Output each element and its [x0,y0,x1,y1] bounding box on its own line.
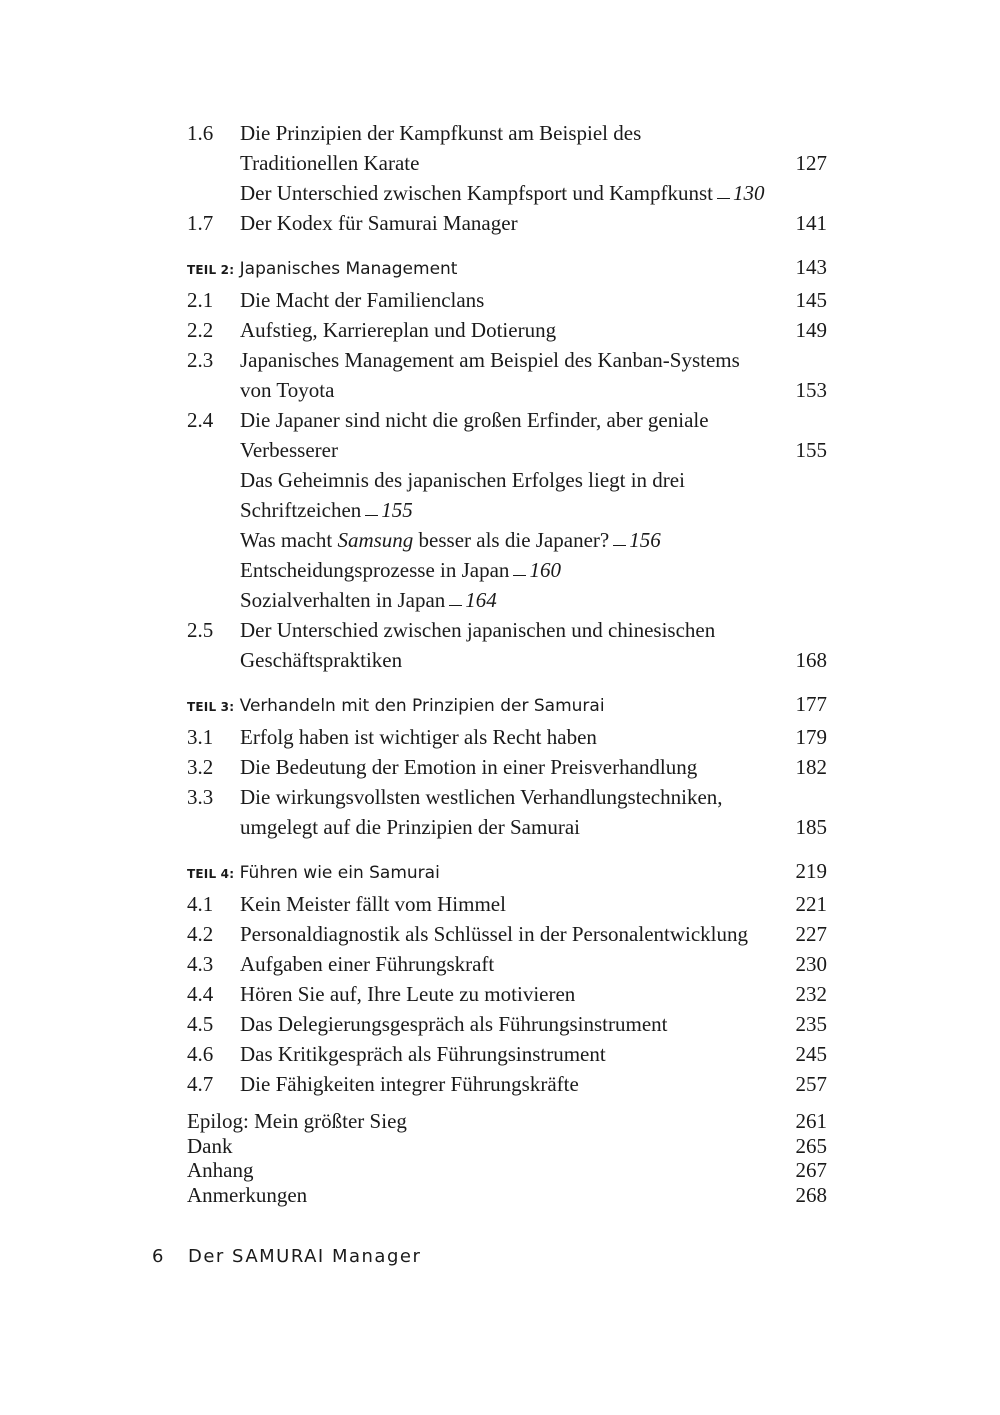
toc-page-number: 141 [795,211,827,235]
toc-page-number: 245 [795,1042,827,1066]
toc-entry [187,645,827,675]
toc-entry [187,435,827,465]
toc-subsection-entry [187,178,827,208]
toc-entry [187,208,827,238]
toc-entry-text: Der Unterschied zwischen japanischen und chinesischen [240,618,716,642]
part-label: TEIL 4: [187,867,235,881]
toc-back-matter-entry [187,1134,827,1159]
toc-chapter-number: 4.5 [187,1012,214,1036]
toc-entry-title [240,889,772,919]
toc-chapter-number: 2.2 [187,318,214,342]
toc-subsection-entry [187,525,827,555]
toc-entry [187,405,827,435]
toc-entry-title [240,555,772,585]
toc-chapter-number: 4.6 [187,1042,214,1066]
toc-entry-text: Der Kodex für Samurai Manager [240,211,518,235]
toc-entry [187,812,827,842]
toc-chapter-number: 2.4 [187,408,214,432]
toc-part-heading [187,856,827,889]
toc-chapter-number: 4.4 [187,982,214,1006]
toc-chapter-number: 1.6 [187,121,214,145]
toc-entry-text: Traditionellen Karate [240,151,420,175]
toc-entry-title: Anmerkungen [187,1182,308,1207]
toc-entry-text: umgelegt auf die Prinzipien der Samurai [240,815,580,839]
toc-page-number: 179 [795,725,827,749]
toc-page-number: 265 [795,1133,827,1158]
part-title-text: Verhandeln mit den Prinzipien der Samurai [239,696,605,716]
toc-entry-text: Was macht [240,528,338,552]
toc-entry-text: Verbesserer [240,438,338,462]
toc-entry-text: Hören Sie auf, Ihre Leute zu motivieren [240,982,576,1006]
toc-entry-text: Die Prinzipien der Kampfkunst am Beispiel des [240,121,642,145]
part-title [187,254,772,285]
toc-entry-title [240,585,772,615]
part-label: TEIL 3: [187,700,235,714]
toc-entry [187,949,827,979]
toc-subsection-entry [187,495,827,525]
toc-entry [187,752,827,782]
part-title-text: Japanisches Management [239,259,458,279]
toc-entry-emphasis: Samsung [337,528,414,552]
toc-entry-text: von Toyota [240,378,335,402]
toc-page-number: 219 [795,859,827,883]
toc-entry [187,375,827,405]
toc-entry-title [240,285,772,315]
part-title [187,858,772,889]
toc-entry-title [240,722,772,752]
toc-page-number: 232 [795,982,827,1006]
toc-entry-text: Das Geheimnis des japanischen Erfolges liegt in drei [240,468,685,492]
dash-leader [449,605,462,606]
toc-page-number: 261 [795,1109,827,1133]
toc-inline-page-ref: 155 [381,498,413,522]
toc-entry-title [240,782,772,812]
toc-back-matter-entry [187,1183,827,1208]
dash-leader [365,515,378,516]
toc-entry [187,889,827,919]
toc-entry-text: Das Delegierungsgespräch als Führungsinstrument [240,1012,668,1036]
toc-entry-title [240,645,772,675]
toc-entry-title [240,345,772,375]
toc-page-number: 168 [795,648,827,672]
toc-entry-title [240,1069,772,1099]
part-title-text: Führen wie ein Samurai [239,863,440,883]
toc-subsection-entry [187,585,827,615]
toc-page-number: 177 [795,692,827,716]
toc-inline-page-ref: 156 [629,528,661,552]
toc-entry-title [240,465,772,495]
toc-page-number: 143 [795,255,827,279]
running-title: Der SAMURAI Manager [188,1246,422,1267]
toc-inline-page-ref: 130 [732,181,765,205]
toc-page-number: 155 [795,438,827,462]
toc-entry-text: Die wirkungsvollsten westlichen Verhandlungstechniken, [240,785,723,809]
toc-entry-title [240,435,772,465]
toc-page-number: 235 [795,1012,827,1036]
toc-entry [187,615,827,645]
toc-entry-title [240,919,772,949]
toc-entry-text: Japanisches Management am Beispiel des Kanban-Systems [240,348,740,372]
toc-entry-text: Geschäftspraktiken [240,648,403,672]
toc-entry-title [240,979,772,1009]
toc-entry-text: Aufstieg, Karriereplan und Dotierung [240,318,557,342]
toc-entry-title [240,178,772,208]
toc-part-heading [187,689,827,722]
toc-page-number: 230 [795,952,827,976]
dash-leader [513,575,526,576]
toc-chapter-number: 2.3 [187,348,214,372]
toc-chapter-number: 2.5 [187,618,214,642]
toc-entry [187,979,827,1009]
toc-entry-title [240,812,772,842]
toc-entry-title [240,949,772,979]
toc-page-number: 268 [795,1182,827,1207]
toc-entry-text-after: besser als die Japaner? [413,528,610,552]
toc-entry-text: Entscheidungsprozesse in Japan [240,558,510,582]
toc-entry [187,1009,827,1039]
toc-entry-text: Kein Meister fällt vom Himmel [240,892,506,916]
toc-page-number: 267 [795,1158,827,1182]
toc-back-matter-entry [187,1158,827,1183]
toc-entry-title: Anhang [187,1158,254,1182]
toc-entry-title [240,208,772,238]
toc-entry-title [240,495,772,525]
dash-leader [613,545,626,546]
toc-entry-text: Die Japaner sind nicht die großen Erfinder, aber geniale [240,408,709,432]
toc-entry-text: Schriftzeichen [240,498,362,522]
toc-chapter-number: 3.3 [187,785,214,809]
toc-entry [187,782,827,812]
toc-entry-text: Der Unterschied zwischen Kampfsport und Kampfkunst [240,181,713,205]
toc-entry-title [240,375,772,405]
toc-entry [187,919,827,949]
page-number: 6 [152,1246,165,1267]
part-title [187,691,772,722]
toc-chapter-number: 4.2 [187,922,214,946]
toc-page-number: 145 [795,288,827,312]
toc-entry [187,315,827,345]
toc-entry [187,285,827,315]
toc-entry [187,148,827,178]
toc-entry-title [240,525,772,555]
toc-entry [187,118,827,148]
toc-entry-text: Aufgaben einer Führungskraft [240,952,495,976]
toc-chapter-number: 2.1 [187,288,214,312]
toc-entry-title: Dank [187,1133,233,1158]
toc-chapter-number: 3.2 [187,755,214,779]
toc-page-number: 185 [795,815,827,839]
toc-entry-text: Die Bedeutung der Emotion in einer Preisverhandlung [240,755,698,779]
toc-part-heading [187,252,827,285]
toc-entry-title [240,615,772,645]
toc-entry-title [240,148,772,178]
toc-inline-page-ref: 160 [529,558,561,582]
toc-entry-text: Das Kritikgespräch als Führungsinstrument [240,1042,606,1066]
toc-entry [187,345,827,375]
toc-chapter-number: 4.1 [187,892,214,916]
toc-entry-title [240,1009,772,1039]
table-of-contents [187,118,827,1207]
toc-entry-title [240,315,772,345]
toc-entry-title [240,1039,772,1069]
toc-page-number: 182 [795,755,827,779]
toc-chapter-number: 4.3 [187,952,214,976]
toc-chapter-number: 3.1 [187,725,214,749]
toc-back-matter-entry [187,1109,827,1134]
toc-page-number: 149 [795,318,827,342]
page-footer [152,1246,421,1267]
toc-entry-text: Erfolg haben ist wichtiger als Recht haben [240,725,597,749]
toc-entry-title [240,405,772,435]
toc-entry [187,1039,827,1069]
toc-entry [187,1069,827,1099]
toc-entry-text: Die Macht der Familienclans [240,288,485,312]
toc-chapter-number: 4.7 [187,1072,214,1096]
toc-entry-title [240,752,772,782]
toc-entry-title: Epilog: Mein größter Sieg [187,1109,407,1133]
toc-entry [187,465,827,495]
toc-page-number: 127 [795,151,827,175]
toc-chapter-number: 1.7 [187,211,214,235]
part-label: TEIL 2: [187,263,235,277]
toc-page-number: 221 [795,892,827,916]
toc-page-number: 153 [795,378,827,402]
toc-entry-text: Personaldiagnostik als Schlüssel in der Personalentwicklung [240,922,749,946]
toc-inline-page-ref: 164 [465,588,497,612]
dash-leader [717,198,730,199]
toc-entry-text: Die Fähigkeiten integrer Führungskräfte [240,1072,579,1096]
toc-page-number: 227 [795,922,827,946]
toc-subsection-entry [187,555,827,585]
toc-entry-text: Sozialverhalten in Japan [240,588,446,612]
toc-entry-title [240,118,772,148]
toc-page-number: 257 [795,1072,827,1096]
toc-entry [187,722,827,752]
